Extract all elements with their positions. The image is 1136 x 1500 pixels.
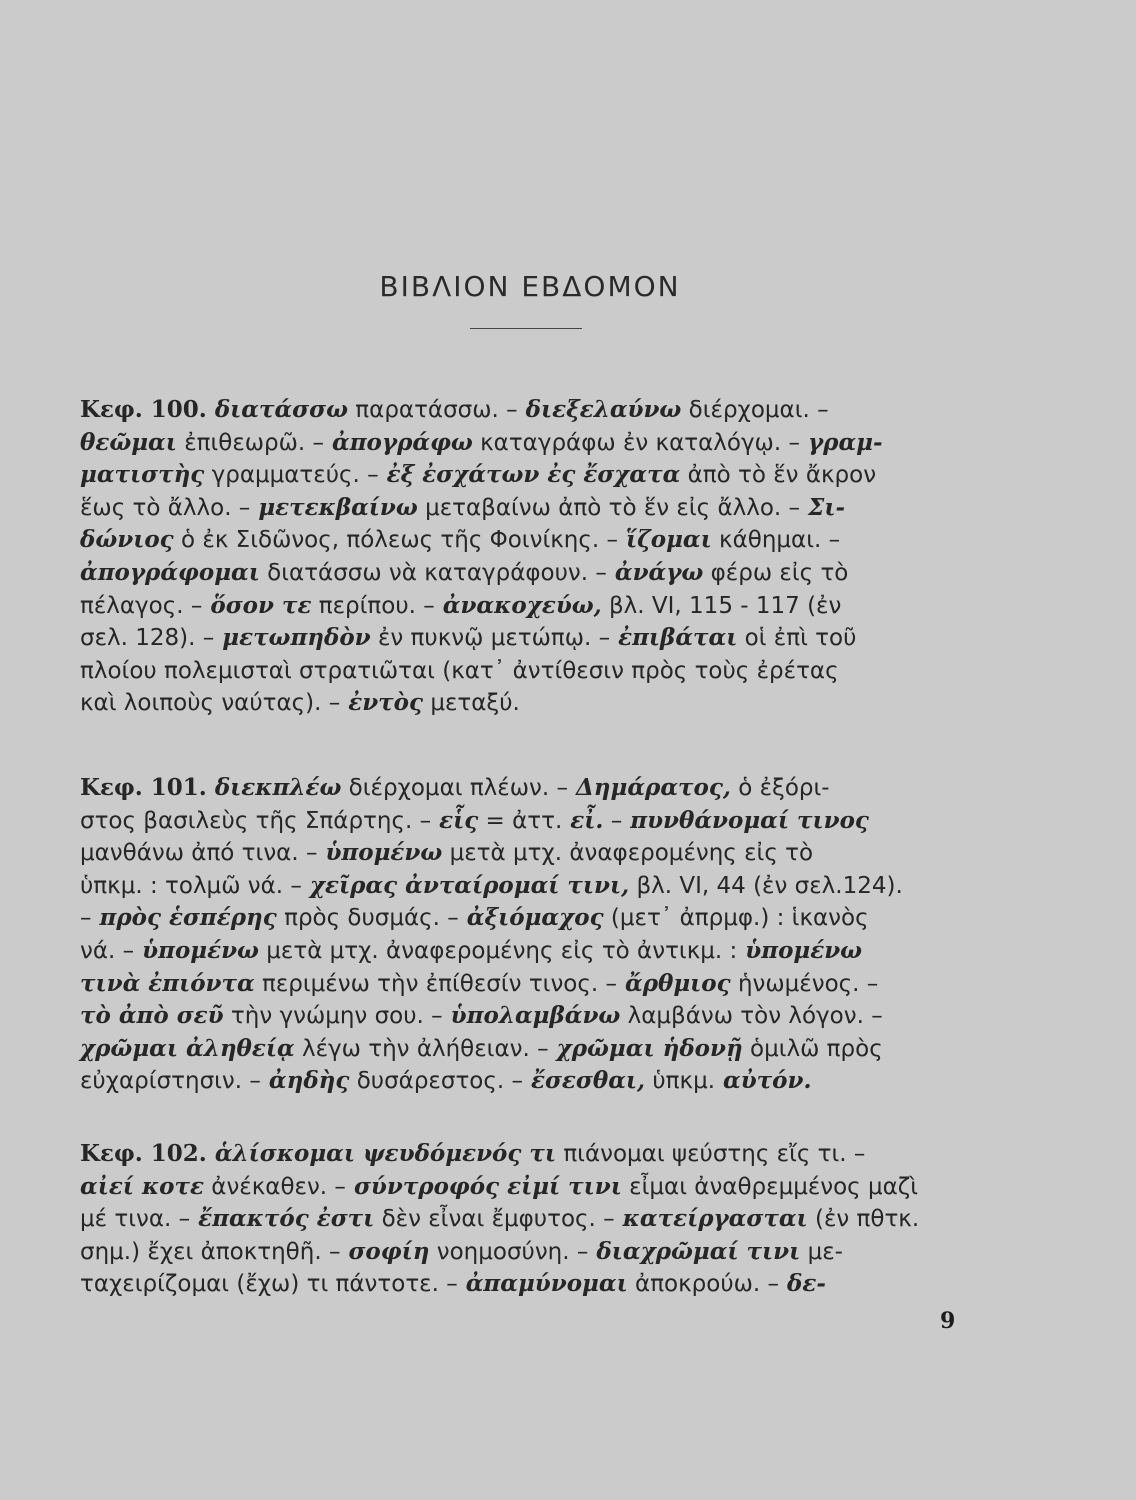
text-line [80,655,980,688]
gloss-text: μανθάνω ἀπό τινα. – [80,840,318,867]
text-line [80,935,980,968]
lemma: χρῶμαι ἀληθείᾳ [80,1034,295,1062]
text-line [80,1033,980,1066]
gloss-text: οἱ ἐπὶ τοῦ [737,625,857,652]
lemma: σύντροφός εἰμί τινι [345,1172,622,1200]
text-line [80,492,980,525]
text-line [80,622,980,655]
lemma: Δημάρατος, [567,774,731,801]
lemma: ἐξ ἐσχάτων ἐς ἔσχατα [378,461,681,489]
gloss-text: παρατάσσω. – [348,397,518,423]
gloss-text: μετὰ μτχ. ἀναφερομένης εἰς τὸ [442,840,814,867]
gloss-text: ἐπιθεωρῶ. – [176,429,325,456]
lemma: εἷς [431,806,479,834]
lemma: διεξελαύνω [517,396,682,423]
lemma: εἶ. [562,806,604,834]
gloss-text: σελ. 128). – [80,625,215,652]
gloss-text: εὐχαρίστησιν. – [80,1068,261,1095]
gloss-text: (μετ᾿ ἀπρμφ.) : ἱκανὸς [603,905,869,932]
chapter-heading: Κεφ. 101. [80,774,207,801]
text-line [80,1065,980,1098]
lemma: μετεκβαίνω [250,493,418,521]
text-line [80,427,980,460]
chapter-101-glossary [80,772,980,1098]
lemma: ἔσεσθαι, [522,1067,646,1095]
lemma: ὅσον τε [202,591,312,619]
gloss-text: περίπου. – [311,592,435,619]
gloss-text: διέρχομαι πλέων. – [341,775,568,801]
gloss-text: με- [800,1238,843,1265]
text-line [80,524,980,557]
lemma: τὸ ἀπὸ σεῦ [80,1002,224,1030]
lemma: ἀνακοχεύω, [434,591,602,619]
gloss-text: ὑπκμ. [645,1068,716,1095]
gloss-text: βλ. VI, 115 - 117 (ἐν [601,592,842,619]
lemma: ἀξιόμαχος [458,904,604,932]
lemma: ἔπακτός ἐστι [190,1205,375,1233]
chapter-heading: Κεφ. 102. [80,1140,207,1167]
lemma: ἀπαμύνομαι [457,1270,628,1298]
lemma: χεῖρας ἀνταίρομαί τινι, [301,871,630,899]
gloss-text: ἡνωμένος. – [730,970,879,997]
lemma: διαχρῶμαί τινι [588,1237,801,1265]
chapter-heading: Κεφ. 100. [80,396,207,423]
text-line [80,870,980,903]
text-line [80,1138,980,1171]
gloss-text: μετὰ μτχ. ἀναφερομένης εἰς τὸ ἀντικμ. : [258,937,738,964]
gloss-text: ἀπὸ τὸ ἕν ἄκρον [680,462,877,489]
gloss-text: νοημοσύνη. – [429,1238,589,1265]
gloss-text: ὁ ἐξόρι- [730,775,830,801]
lemma: πρὸς ἑσπέρης [91,904,277,932]
lemma: ἁλίσκομαι ψευδόμενός τι [206,1140,557,1167]
lemma: τινὰ ἐπιόντα [80,969,255,997]
lemma: ἀηδὴς [260,1067,350,1095]
gloss-text: ἕως τὸ ἄλλο. – [80,494,251,521]
gloss-text: φέρω εἰς τὸ [703,559,849,586]
gloss-text: ἀποκρούω. – [627,1271,780,1298]
gloss-text: δὲν εἶναι ἔμφυτος. – [374,1206,615,1233]
gloss-text: περιμένω τὴν ἐπίθεσίν τινος. – [254,970,617,997]
lemma: θεῶμαι [80,428,177,456]
gloss-text: καταγράφω ἐν καταλόγῳ. – [472,429,800,456]
lemma: χρῶμαι ἡδονῇ [548,1034,743,1062]
gloss-text: πέλαγος. – [80,592,203,619]
gloss-text: τὴν γνώμην σου. – [223,1003,443,1030]
gloss-text: μεταξύ. [423,690,520,717]
lemma: ὑπομένω [737,936,863,964]
gloss-text: πιάνομαι ψεύστης εἴς τι. – [556,1141,866,1167]
text-line [80,772,980,805]
lemma: μετωπηδὸν [214,624,371,652]
text-line [80,687,980,720]
lemma: ὑπολαμβάνω [442,1002,621,1030]
text-line [80,1000,980,1033]
gloss-text: διέρχομαι. – [681,397,829,423]
lemma: ὑπομένω [317,839,443,867]
gloss-text: στος βασιλεὺς τῆς Σπάρτης. – [80,807,432,834]
gloss-text: ὁ ἐκ Σιδῶνος, πόλεως τῆς Φοινίκης. – [173,527,618,554]
lemma: διατάσσω [206,396,348,423]
gloss-text: διατάσσω νὰ καταγράφουν. – [259,559,607,586]
gloss-text: ταχειρίζομαι (ἔχω) τι πάντοτε. – [80,1271,458,1298]
text-line [80,902,980,935]
gloss-text: σημ.) ἔχει ἀποκτηθῆ. – [80,1238,341,1265]
lemma: αὐτόν. [715,1067,812,1095]
gloss-text: – [603,807,623,834]
text-line [80,968,980,1001]
text-line [80,1268,980,1301]
gloss-text: (ἐν πθτκ. [807,1206,920,1233]
lemma: δώνιος [80,526,174,554]
lemma: ὑπομένω [134,936,259,964]
chapter-100-glossary [80,394,980,720]
gloss-text: καὶ λοιποὺς ναύτας). – [80,690,341,717]
gloss-text: νά. – [80,937,135,964]
page-number: 9 [940,1308,956,1334]
lemma: διεκπλέω [206,774,342,801]
gloss-text: γραμματεύς. – [204,462,379,489]
lemma: αἰεί κοτε [80,1172,204,1200]
lemma: ἐντὸς [340,689,424,717]
lemma: δε- [779,1270,826,1298]
text-line [80,1171,980,1204]
lemma: ἄρθμιος [617,969,731,997]
lemma: πυνθάνομαί τινος [622,806,869,834]
lemma: Σι- [800,493,845,521]
text-line [80,590,980,623]
lemma: ματιστὴς [80,461,205,489]
text-line [80,837,980,870]
book-title: ΒΙΒΛΙΟΝ ΕΒΔΟΜΟΝ [379,270,681,303]
gloss-text: ἐν πυκνῷ μετώπῳ. – [370,625,611,652]
lemma: ἀνάγω [606,558,704,586]
lemma: ἵζομαι [617,526,712,554]
gloss-text: εἶμαι ἀναθρεμμένος μαζὶ [621,1173,919,1200]
gloss-text: μέ τινα. – [80,1206,191,1233]
title-divider [470,328,582,329]
lemma: γραμ- [799,428,883,456]
gloss-text: βλ. VI, 44 (ἐν σελ.124). [629,872,903,899]
gloss-text: πρὸς δυσμάς. – [276,905,459,932]
gloss-text: – [80,905,92,932]
text-line [80,394,980,427]
lemma: ἐπιβάται [610,624,738,652]
gloss-text: ὑπκμ. : τολμῶ νά. – [80,872,302,899]
text-line [80,557,980,590]
lemma: ἀπογράφομαι [80,558,260,586]
gloss-text: πλοίου πολεμισταὶ στρατιῶται (κατ᾿ ἀντίθεσιν πρὸς τοὺς ἐρέτας [80,657,839,684]
text-line [80,1236,980,1269]
lemma: ἀπογράφω [324,428,473,456]
lemma: κατείργασται [614,1205,808,1233]
gloss-text: λέγω τὴν ἀλήθειαν. – [294,1035,549,1062]
gloss-text: ὁμιλῶ πρὸς [742,1035,883,1062]
text-line [80,1203,980,1236]
lemma: σοφίη [340,1237,430,1265]
text-line [80,459,980,492]
gloss-text: = ἀττ. [478,807,563,834]
gloss-text: μεταβαίνω ἀπὸ τὸ ἕν εἰς ἄλλο. – [417,494,801,521]
gloss-text: κάθημαι. – [711,527,841,554]
gloss-text: λαμβάνω τὸν λόγον. – [620,1003,883,1030]
chapter-102-glossary [80,1138,980,1301]
gloss-text: δυσάρεστος. – [349,1068,523,1095]
gloss-text: ἀνέκαθεν. – [203,1173,346,1200]
text-line [80,805,980,838]
